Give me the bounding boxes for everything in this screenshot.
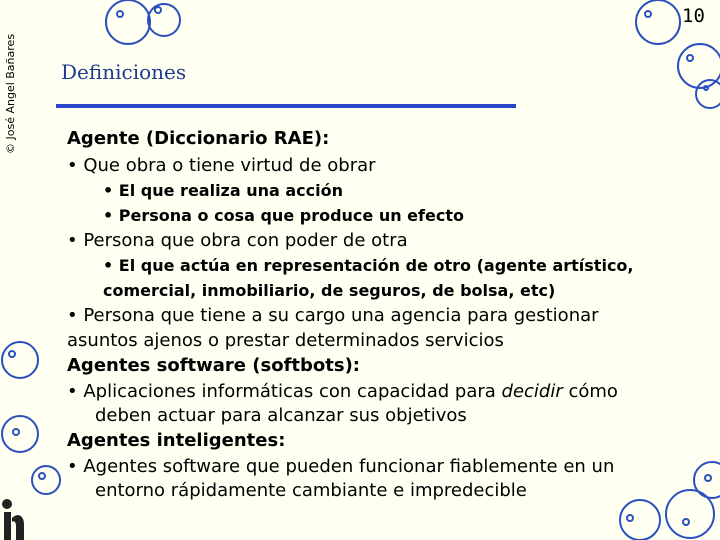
subbullet-realiza-accion: • El que realiza una acción [103,181,344,200]
bubble [687,55,693,61]
bullet-aplicaciones-tail: cómo [562,381,618,402]
emphasis-decidir: decidir [501,381,563,402]
bubble [636,0,680,44]
university-logo-icon [0,498,26,540]
bullet-agencia-l2: asuntos ajenos o prestar determinados servicios [67,330,504,351]
heading-agente-rae: Agente (Diccionario RAE): [67,128,330,149]
bullet-agencia-l1: • Persona que tiene a su cargo una agencia para gestionar [67,305,599,326]
heading-agentes-inteligentes: Agentes inteligentes: [67,430,286,451]
bullet-fiablemente-l1: • Agentes software que pueden funcionar fiablemente en un [67,456,615,477]
bubble [117,11,123,17]
bubble [2,342,38,378]
slide-number: 10 [682,5,705,27]
bullet-aplicaciones-text: • Aplicaciones informáticas con capacidad para [67,381,502,402]
subbullet-representacion-l1: • El que actúa en representación de otro (agente artístico, [103,256,634,275]
bubble [106,0,150,44]
subbullet-produce-efecto: • Persona o cosa que produce un efecto [103,206,464,225]
bubble [645,11,651,17]
bubble [683,519,689,525]
bubble [148,4,180,36]
copyright-vertical: © José Angel Bañares [4,33,17,154]
heading-agentes-software: Agentes software (softbots): [67,355,361,376]
bullet-poder-de-otra: • Persona que obra con poder de otra [67,230,408,251]
bubble [13,429,19,435]
bubble [705,475,711,481]
bubble [696,80,720,108]
bubble [39,473,45,479]
bubble [155,7,161,13]
bullet-que-obra: • Que obra o tiene virtud de obrar [67,155,376,176]
bubble [620,500,660,540]
bubble [32,466,60,494]
bullet-aplicaciones-l1 [67,380,618,404]
bubble [2,416,38,452]
title-underline [56,104,516,108]
bubble [627,515,633,521]
slide-title: Definiciones [61,60,187,84]
bubble [9,351,15,357]
subbullet-representacion-l2: comercial, inmobiliario, de seguros, de bolsa, etc) [103,281,556,300]
bullet-aplicaciones-l2: deben actuar para alcanzar sus objetivos [95,405,467,426]
bullet-fiablemente-l2: entorno rápidamente cambiante e impredecible [95,480,527,501]
bubble [666,490,714,538]
